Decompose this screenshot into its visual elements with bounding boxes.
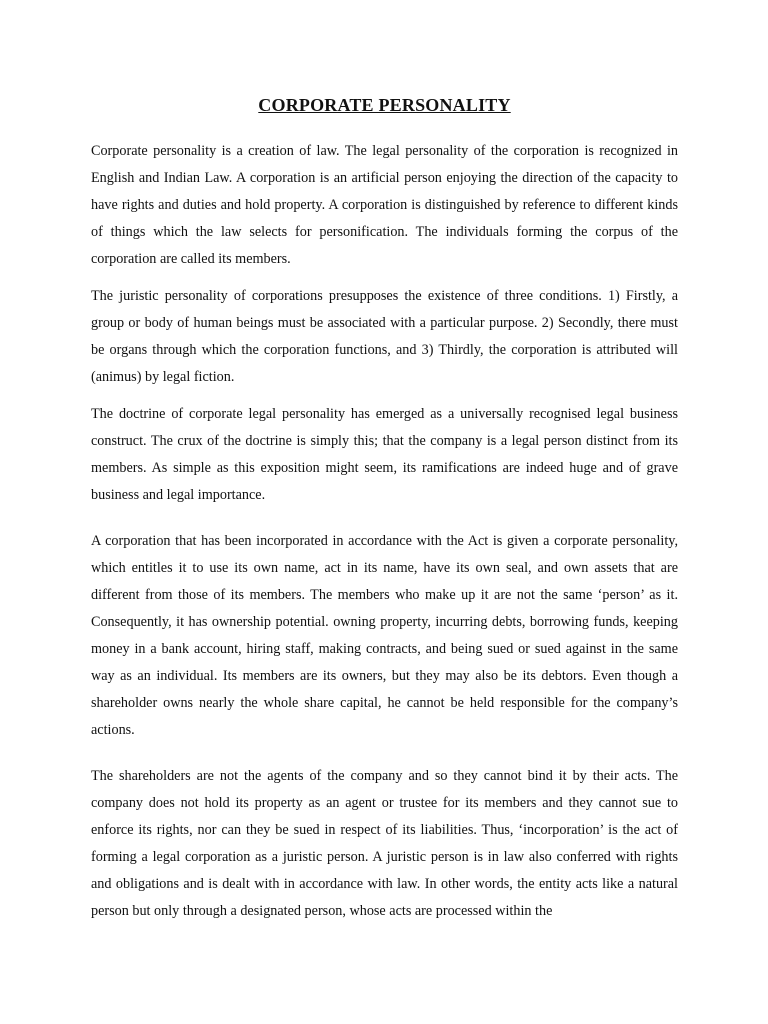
paragraph-juristic-personality-conditions: The juristic personality of corporations presupposes the existence of three conditions. 1) Firstly, a group or body of human beings must be associated with a particular purpose. 2) Secondly, there must be organs through which the corporation functions, and 3) Thirdly, the corporation is attributed will (animus) by legal fiction. xyxy=(91,288,678,385)
paragraph-corporate-personality-intro: Corporate personality is a creation of law. The legal personality of the corporation is recognized in English and Indian Law. A corporation is an artificial person enjoying the direction of the capacity to have rights and duties and hold property. A corporation is distinguished by reference to different kinds of things which the law selects for personification. The individuals forming the corpus of the corporation are called its members. xyxy=(91,143,678,267)
paragraph-shareholders-not-agents: The shareholders are not the agents of the company and so they cannot bind it by their acts. The company does not hold its property as an agent or trustee for its members and they cannot sue to enforce its rights, nor can they be sued in respect of its liabilities. Thus, ‘incorporation’ is the act of forming a legal corporation as a juristic person. A juristic person is in law also conferred with rights and obligations and is dealt with in accordance with law. In other words, the entity acts like a natural person but only through a designated person, whose acts are processed within the xyxy=(91,768,678,919)
paragraph-incorporation-effects: A corporation that has been incorporated in accordance with the Act is given a corporate personality, which entitles it to use its own name, act in its name, have its own seal, and own assets that are different from those of its members. The members who make up it are not the same ‘person’ as it. Consequently, it has ownership potential. owning property, incurring debts, borrowing funds, keeping money in a bank account, hiring staff, making contracts, and being sued or sued against in the same way as an individual. Its members are its owners, but they may also be its debtors. Even though a shareholder owns nearly the whole share capital, he cannot be held responsible for the company’s actions. xyxy=(91,533,678,738)
document-title: CORPORATE PERSONALITY xyxy=(258,95,511,115)
paragraph-doctrine: The doctrine of corporate legal personality has emerged as a universally recognised legal business construct. The crux of the doctrine is simply this; that the company is a legal person distinct from its members. As simple as this exposition might seem, its ramifications are indeed huge and of grave business and legal importance. xyxy=(91,406,678,503)
